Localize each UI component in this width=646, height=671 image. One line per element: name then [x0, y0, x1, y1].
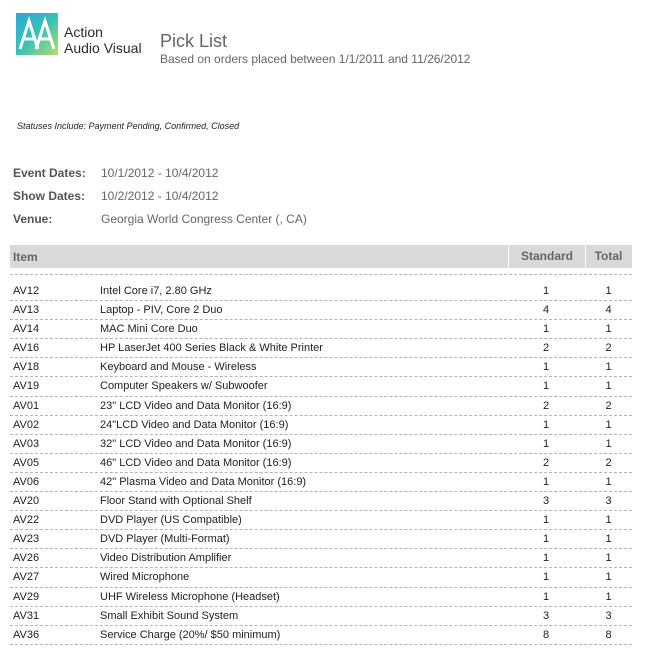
standard-qty: 2	[542, 342, 550, 355]
standard-qty: 1	[542, 533, 550, 546]
item-description: Laptop - PIV, Core 2 Duo	[100, 304, 223, 317]
item-description: DVD Player (Multi-Format)	[100, 533, 230, 546]
total-qty: 1	[605, 552, 612, 565]
statuses-note: Statuses Include: Payment Pending, Confirmed, Closed	[17, 121, 240, 131]
item-description: Floor Stand with Optional Shelf	[100, 495, 252, 508]
item-description: Small Exhibit Sound System	[100, 609, 239, 622]
company-logo	[16, 13, 58, 55]
item-code: AV20	[13, 495, 40, 508]
item-description: 32" LCD Video and Data Monitor (16:9)	[100, 437, 292, 450]
table-row	[10, 473, 632, 492]
total-qty: 1	[605, 590, 612, 603]
item-code: AV16	[13, 342, 40, 355]
table-row	[10, 435, 632, 454]
item-description: Keyboard and Mouse - Wireless	[100, 361, 257, 374]
standard-qty: 1	[542, 514, 550, 527]
total-qty: 1	[605, 475, 612, 488]
total-qty: 1	[605, 437, 612, 450]
total-qty: 4	[605, 304, 612, 317]
standard-qty: 4	[542, 304, 550, 317]
show-dates-value: 10/2/2012 - 10/4/2012	[101, 189, 219, 203]
item-code: AV14	[13, 323, 40, 336]
total-qty: 2	[605, 456, 612, 469]
total-qty: 1	[605, 571, 612, 584]
report-subtitle: Based on orders placed between 1/1/2011 and 11/26/2012	[160, 52, 471, 66]
item-code: AV12	[13, 285, 40, 297]
item-code: AV22	[13, 514, 40, 527]
company-name-line2: Audio Visual	[64, 40, 142, 56]
event-dates-row	[13, 166, 218, 180]
table-row	[10, 492, 632, 511]
table-header	[10, 245, 632, 268]
item-code: AV31	[13, 609, 40, 622]
total-qty: 2	[605, 342, 612, 355]
standard-qty: 2	[542, 399, 550, 412]
item-description: 46" LCD Video and Data Monitor (16:9)	[100, 456, 292, 469]
standard-qty: 1	[542, 361, 550, 374]
table-divider	[10, 274, 632, 275]
item-description: 23" LCD Video and Data Monitor (16:9)	[100, 399, 292, 412]
table-row	[10, 339, 632, 358]
event-dates-label: Event Dates:	[13, 166, 86, 180]
venue-row	[13, 212, 307, 226]
table-row	[10, 282, 632, 301]
company-name-line1: Action	[64, 24, 103, 40]
item-description: HP LaserJet 400 Series Black & White Printer	[100, 342, 323, 355]
company-name	[64, 24, 142, 56]
item-code: AV18	[13, 361, 40, 374]
table-row	[10, 358, 632, 377]
total-qty: 8	[605, 628, 612, 641]
column-header-item: Item	[13, 250, 38, 264]
table-row	[10, 320, 632, 339]
item-code: AV13	[13, 304, 40, 317]
event-dates-value: 10/1/2012 - 10/4/2012	[101, 166, 219, 180]
show-dates-label: Show Dates:	[13, 189, 86, 203]
total-qty: 1	[605, 380, 612, 393]
total-qty: 1	[605, 514, 612, 527]
table-row	[10, 607, 632, 626]
item-code: AV05	[13, 456, 40, 469]
column-header-total: Total	[594, 249, 623, 263]
item-description: 42" Plasma Video and Data Monitor (16:9)	[100, 475, 307, 488]
item-code: AV02	[13, 418, 40, 431]
item-code: AV19	[13, 380, 40, 393]
venue-value: Georgia World Congress Center (, CA)	[101, 212, 307, 226]
item-description: 24"LCD Video and Data Monitor (16:9)	[100, 418, 289, 431]
total-qty: 3	[605, 495, 612, 508]
standard-qty: 1	[542, 323, 550, 336]
standard-qty: 1	[542, 285, 550, 297]
total-qty: 1	[605, 533, 612, 546]
item-code: AV06	[13, 475, 40, 488]
item-description: UHF Wireless Microphone (Headset)	[100, 590, 280, 603]
table-row	[10, 454, 632, 473]
item-description: Computer Speakers w/ Subwoofer	[100, 380, 268, 393]
table-row	[10, 397, 632, 416]
standard-qty: 1	[542, 475, 550, 488]
item-code: AV23	[13, 533, 40, 546]
standard-qty: 1	[542, 380, 550, 393]
item-code: AV36	[13, 628, 40, 641]
table-row	[10, 377, 632, 396]
table-row	[10, 416, 632, 435]
standard-qty: 8	[542, 628, 550, 641]
item-code: AV03	[13, 437, 40, 450]
show-dates-row	[13, 189, 218, 203]
table-row	[10, 626, 632, 645]
item-description: Intel Core i7, 2.80 GHz	[100, 285, 212, 297]
standard-qty: 3	[542, 609, 550, 622]
item-description: Video Distribution Amplifier	[100, 552, 232, 565]
item-description: Wired Microphone	[100, 571, 190, 584]
item-description: DVD Player (US Compatible)	[100, 514, 242, 527]
total-qty: 1	[605, 361, 612, 374]
total-qty: 2	[605, 399, 612, 412]
table-row	[10, 588, 632, 607]
standard-qty: 1	[542, 437, 550, 450]
standard-qty: 1	[542, 571, 550, 584]
standard-qty: 3	[542, 495, 550, 508]
venue-label: Venue:	[13, 212, 53, 226]
item-code: AV29	[13, 590, 40, 603]
table-row	[10, 511, 632, 530]
item-code: AV01	[13, 399, 40, 412]
standard-qty: 1	[542, 590, 550, 603]
standard-qty: 2	[542, 456, 550, 469]
item-code: AV26	[13, 552, 40, 565]
report-title: Pick List	[160, 31, 228, 51]
item-description: Service Charge (20%/ $50 minimum)	[100, 628, 281, 641]
column-header-standard: Standard	[508, 245, 586, 268]
total-qty: 1	[605, 285, 612, 297]
table-row	[10, 549, 632, 568]
table-row	[10, 568, 632, 587]
standard-qty: 1	[542, 552, 550, 565]
table-row	[10, 530, 632, 549]
item-description: MAC Mini Core Duo	[100, 323, 198, 336]
pick-list-table	[10, 282, 632, 645]
standard-qty: 1	[542, 418, 550, 431]
table-row	[10, 301, 632, 320]
item-code: AV27	[13, 571, 40, 584]
total-qty: 1	[605, 418, 612, 431]
total-qty: 3	[605, 609, 612, 622]
total-qty: 1	[605, 323, 612, 336]
